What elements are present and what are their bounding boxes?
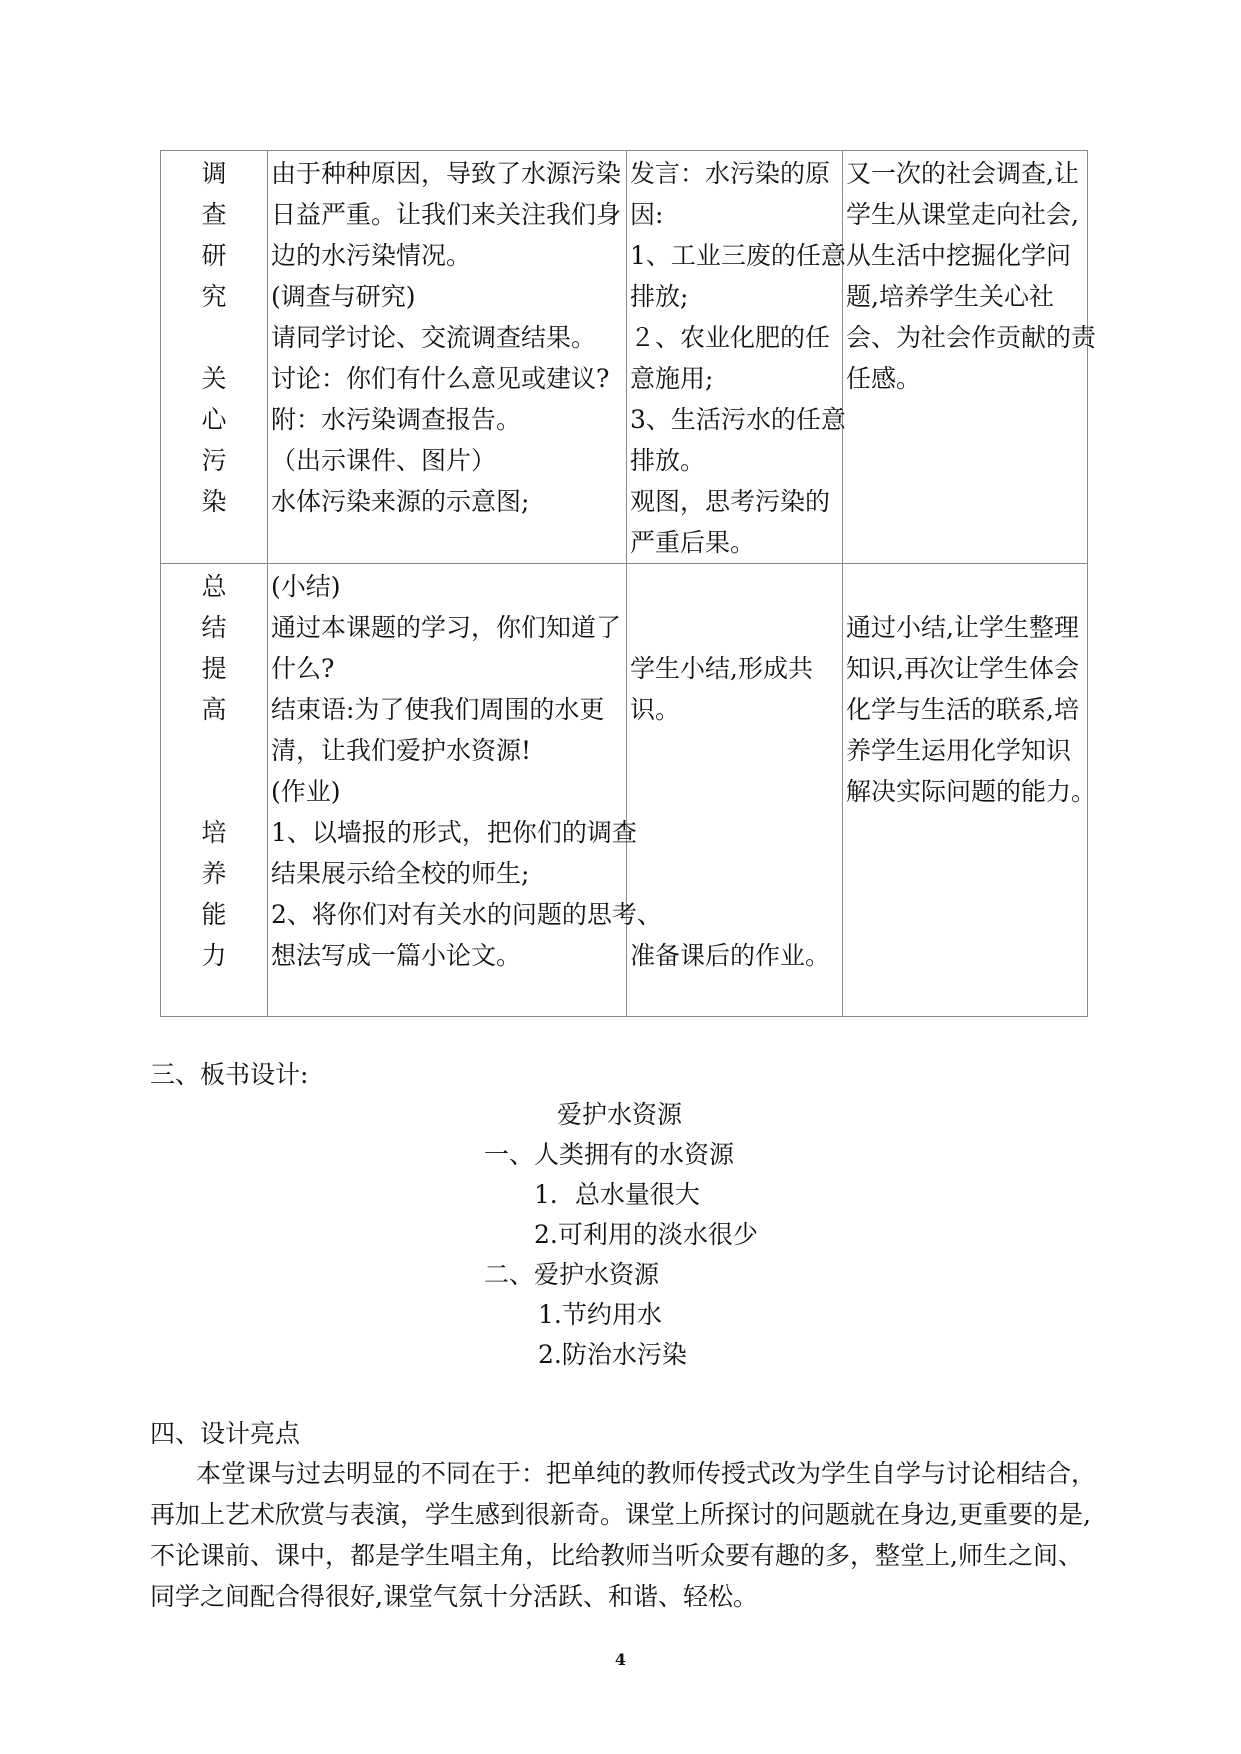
cell-line: 能 (201, 900, 227, 929)
board-item: 一、人类拥有的水资源 (484, 1140, 735, 1169)
board-item: 1．总水量很大 (534, 1180, 700, 1209)
cell-line: 因: (630, 200, 664, 229)
cell-line: (小结) (271, 572, 341, 601)
cell-line: 由于种种原因，导致了水源污染 (271, 159, 622, 188)
cell-line: 任感。 (846, 364, 922, 393)
cell-line: 会、为社会作贡献的责 (846, 323, 1097, 352)
cell-line (630, 812, 842, 853)
board-item: 二、爱护水资源 (484, 1260, 660, 1289)
cell-line: 染 (201, 487, 227, 516)
cell-line: 查 (201, 200, 227, 229)
cell-line (630, 771, 842, 812)
design-highlights-heading: 四、设计亮点 (150, 1419, 301, 1448)
paragraph-line: 不论课前、课中，都是学生唱主角，比给教师当听众要有趣的多，整堂上,师生之间、 (150, 1541, 1083, 1570)
cell-line: 边的水污染情况。 (271, 241, 472, 270)
teacher-activity-cell (268, 564, 662, 1017)
cell-line: （出示课件、图片） (271, 446, 497, 475)
cell-line: 日益严重。让我们来关注我们身 (271, 200, 622, 229)
stage-cell (161, 564, 268, 1017)
design-intent-cell (843, 564, 1097, 1017)
cell-line: 准备课后的作业。 (630, 941, 831, 970)
cell-line: 究 (201, 282, 227, 311)
board-item: 2.可利用的淡水很少 (534, 1220, 758, 1249)
cell-line: 学生小结,形成共 (630, 654, 813, 683)
cell-line: 题,培养学生关心社 (846, 282, 1054, 311)
stage-cell (161, 151, 268, 564)
design-highlights-paragraph (150, 1453, 1097, 1617)
cell-line (161, 317, 267, 358)
page-number: 4 (614, 1650, 627, 1669)
cell-line: 排放; (630, 282, 689, 311)
student-activity-cell (627, 151, 846, 564)
cell-line: 什么? (271, 654, 335, 683)
cell-line: 养学生运用化学知识 (846, 736, 1072, 765)
cell-line: ２、农业化肥的任 (630, 323, 831, 352)
design-intent-cell (843, 151, 1097, 564)
cell-line: 研 (201, 241, 227, 270)
cell-line: (作业) (271, 777, 341, 806)
cell-line: 污 (201, 446, 227, 475)
cell-line: 又一次的社会调查,让 (846, 159, 1079, 188)
table-row (161, 151, 1088, 564)
table-row (161, 564, 1088, 1017)
cell-line: 排放。 (630, 446, 706, 475)
cell-line: 关 (201, 364, 227, 393)
board-title: 爱护水资源 (557, 1100, 683, 1129)
board-item: 2.防治水污染 (538, 1340, 687, 1369)
cell-line: 调 (201, 159, 227, 188)
cell-line: 培 (201, 818, 227, 847)
cell-line: 附：水污染调查报告。 (271, 405, 522, 434)
cell-line (846, 566, 1087, 607)
lesson-plan-table (160, 150, 1097, 1017)
cell-line: 总 (201, 572, 227, 601)
cell-line (630, 607, 842, 648)
cell-line: 心 (201, 405, 227, 434)
cell-line: 学生从课堂走向社会, (846, 200, 1079, 229)
paragraph-line: 本堂课与过去明显的不同在于：把单纯的教师传授式改为学生自学与讨论相结合， (196, 1459, 1097, 1488)
cell-line: 从生活中挖掘化学问 (846, 241, 1072, 270)
cell-line: 提 (201, 654, 227, 683)
board-design-heading: 三、板书设计: (150, 1060, 309, 1089)
cell-line: 高 (201, 695, 227, 724)
cell-line: 3、生活污水的任意 (630, 405, 846, 434)
cell-line (161, 730, 267, 771)
cell-line: 观图，思考污染的 (630, 487, 831, 516)
cell-line: 力 (201, 941, 227, 970)
cell-line: 请同学讨论、交流调查结果。 (271, 323, 597, 352)
cell-line (630, 853, 842, 894)
cell-line: 讨论：你们有什么意见或建议? (271, 364, 610, 393)
cell-line: 通过小结,让学生整理 (846, 613, 1079, 642)
cell-line: 养 (201, 859, 227, 888)
student-activity-cell (627, 564, 843, 1017)
cell-line: 发言：水污染的原 (630, 159, 831, 188)
cell-line (630, 566, 842, 607)
teacher-activity-cell (268, 151, 627, 564)
cell-line (161, 771, 267, 812)
cell-line: 水体污染来源的示意图; (271, 487, 530, 516)
cell-line: 意施用; (630, 364, 714, 393)
cell-line (630, 730, 842, 771)
cell-line: 解决实际问题的能力。 (846, 777, 1097, 806)
cell-line: 结 (201, 613, 227, 642)
cell-line: 结束语:为了使我们周围的水更 (271, 695, 605, 724)
cell-line: 识。 (630, 695, 681, 724)
cell-line: 知识,再次让学生体会 (846, 654, 1079, 683)
cell-line: 1、以墙报的形式，把你们的调查 (271, 818, 637, 847)
cell-line: 2、将你们对有关水的问题的思考、 (271, 900, 662, 929)
paragraph-line: 同学之间配合得很好,课堂气氛十分活跃、和谐、轻松。 (150, 1582, 758, 1611)
cell-line: 清，让我们爱护水资源! (271, 736, 532, 765)
cell-line: (调查与研究) (271, 282, 416, 311)
cell-line: 严重后果。 (630, 528, 756, 557)
cell-line: 化学与生活的联系,培 (846, 695, 1079, 724)
cell-line: 想法写成一篇小论文。 (271, 941, 522, 970)
paragraph-line: 再加上艺术欣赏与表演，学生感到很新奇。课堂上所探讨的问题就在身边,更重要的是, (150, 1500, 1091, 1529)
cell-line: 结果展示给全校的师生; (271, 859, 530, 888)
board-item: 1.节约用水 (538, 1300, 662, 1329)
cell-line: 1、工业三废的任意 (630, 241, 846, 270)
cell-line: 通过本课题的学习，你们知道了 (271, 613, 622, 642)
